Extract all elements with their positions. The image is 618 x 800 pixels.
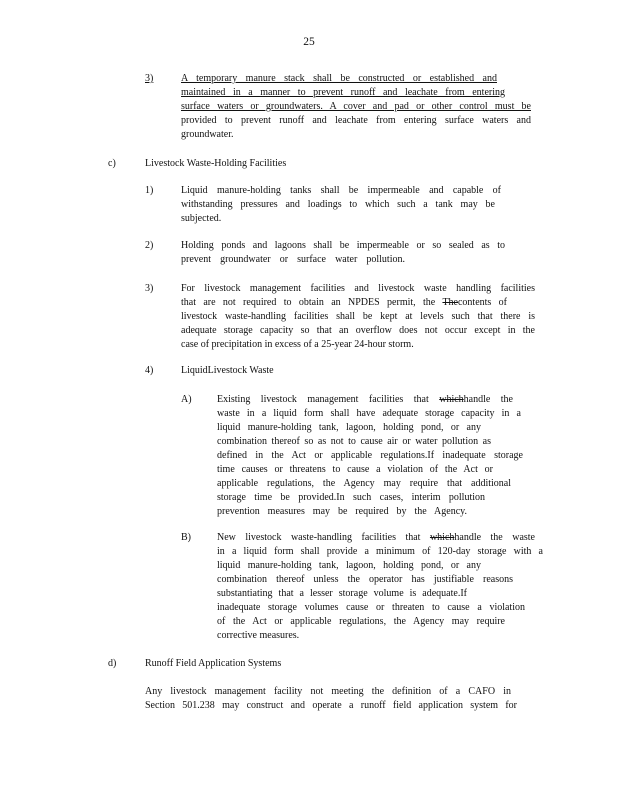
c1-line: withstanding pressures and loadings to which such a tank may be bbox=[181, 199, 495, 210]
c1-paragraph bbox=[181, 184, 501, 226]
cA-line: combination thereof so as not to cause air or water pollution as bbox=[217, 436, 491, 447]
cA-paragraph bbox=[217, 393, 527, 519]
c2-paragraph bbox=[181, 239, 505, 267]
c3-paragraph bbox=[181, 282, 535, 352]
struck-text: which bbox=[429, 532, 455, 543]
struck-text: which bbox=[439, 394, 464, 405]
d-line: Section 501.238 may construct and operate a runoff field application system for bbox=[145, 700, 517, 711]
cA-line: applicable regulations, the Agency may require that additional bbox=[217, 478, 511, 489]
section-c-title: Livestock Waste-Holding Facilities bbox=[145, 158, 287, 169]
section-c-marker: c) bbox=[108, 158, 116, 169]
c1-line: subjected. bbox=[181, 213, 222, 224]
section-d-paragraph bbox=[145, 685, 517, 713]
c2-line: Holding ponds and lagoons shall be impermeable or so sealed as to bbox=[181, 240, 505, 251]
section-d-marker: d) bbox=[108, 658, 117, 669]
cA-line: defined in the Act or applicable regulations.If inadequate storage bbox=[217, 450, 523, 461]
section-d-title: Runoff Field Application Systems bbox=[145, 658, 282, 669]
item3-marker: 3) bbox=[145, 73, 154, 84]
c3-line: that are not required to obtain an NPDES permit, the Thecontents of bbox=[181, 297, 507, 308]
cB-line: inadequate storage volumes cause or threaten to cause a violation bbox=[217, 602, 525, 613]
cA-line: waste in a liquid form shall have adequate storage capacity in a bbox=[217, 408, 521, 419]
c2-line: prevent groundwater or surface water pollution. bbox=[181, 254, 405, 265]
item3-line: surface waters or groundwaters. A cover and pad or other control must be bbox=[181, 101, 531, 112]
cA-line: storage time be provided.In such cases, interim pollution bbox=[217, 492, 485, 503]
item3-line: maintained in a manner to prevent runoff and leachate from entering bbox=[181, 87, 505, 98]
d-line: Any livestock management facility not meeting the definition of a CAFO in bbox=[145, 686, 511, 697]
c3-line: For livestock management facilities and livestock waste handling facilities bbox=[181, 283, 535, 294]
c3-line: case of precipitation in excess of a 25-year 24-hour storm. bbox=[181, 339, 414, 350]
cB-paragraph bbox=[217, 531, 543, 643]
c3-line: livestock waste-handling facilities shall be kept at levels such that there is bbox=[181, 311, 535, 322]
cB-line: in a liquid form shall provide a minimum of 120-day storage with a bbox=[217, 546, 543, 557]
cA-line: prevention measures may be required by the Agency. bbox=[217, 506, 467, 517]
c3-line: adequate storage capacity so that an overflow does not occur except in the bbox=[181, 325, 535, 336]
item3-line: groundwater. bbox=[181, 129, 234, 140]
c2-marker: 2) bbox=[145, 240, 154, 251]
cB-marker: B) bbox=[181, 532, 191, 543]
item3-line: A temporary manure stack shall be constructed or established and bbox=[181, 73, 497, 84]
cA-line: Existing livestock management facilities that whichhandle the bbox=[217, 394, 513, 405]
cA-line: liquid manure-holding tank, lagoon, holding pond, or any bbox=[217, 422, 481, 433]
cB-line: corrective measures. bbox=[217, 630, 300, 641]
cB-line: New livestock waste-handling facilities that whichhandle the waste bbox=[217, 532, 535, 543]
cA-marker: A) bbox=[181, 394, 192, 405]
c4-marker: 4) bbox=[145, 365, 154, 376]
page-number: 25 bbox=[303, 36, 315, 48]
c3-marker: 3) bbox=[145, 283, 154, 294]
c1-marker: 1) bbox=[145, 185, 154, 196]
c1-line: Liquid manure-holding tanks shall be impermeable and capable of bbox=[181, 185, 501, 196]
cB-line: substantiating that a lesser storage volume is adequate.If bbox=[217, 588, 467, 599]
item3-line: provided to prevent runoff and leachate from entering surface waters and bbox=[181, 115, 531, 126]
cB-line: combination thereof unless the operator has justifiable reasons bbox=[217, 574, 513, 585]
cA-line: time causes or threatens to cause a violation of the Act or bbox=[217, 464, 493, 475]
c4-title: LiquidLivestock Waste bbox=[181, 365, 274, 376]
cB-line: of the Act or applicable regulations, the Agency may require bbox=[217, 616, 505, 627]
cB-line: liquid manure-holding tank, lagoon, holding pond, or any bbox=[217, 560, 481, 571]
struck-text: The bbox=[442, 297, 458, 308]
item3-paragraph bbox=[181, 72, 531, 142]
